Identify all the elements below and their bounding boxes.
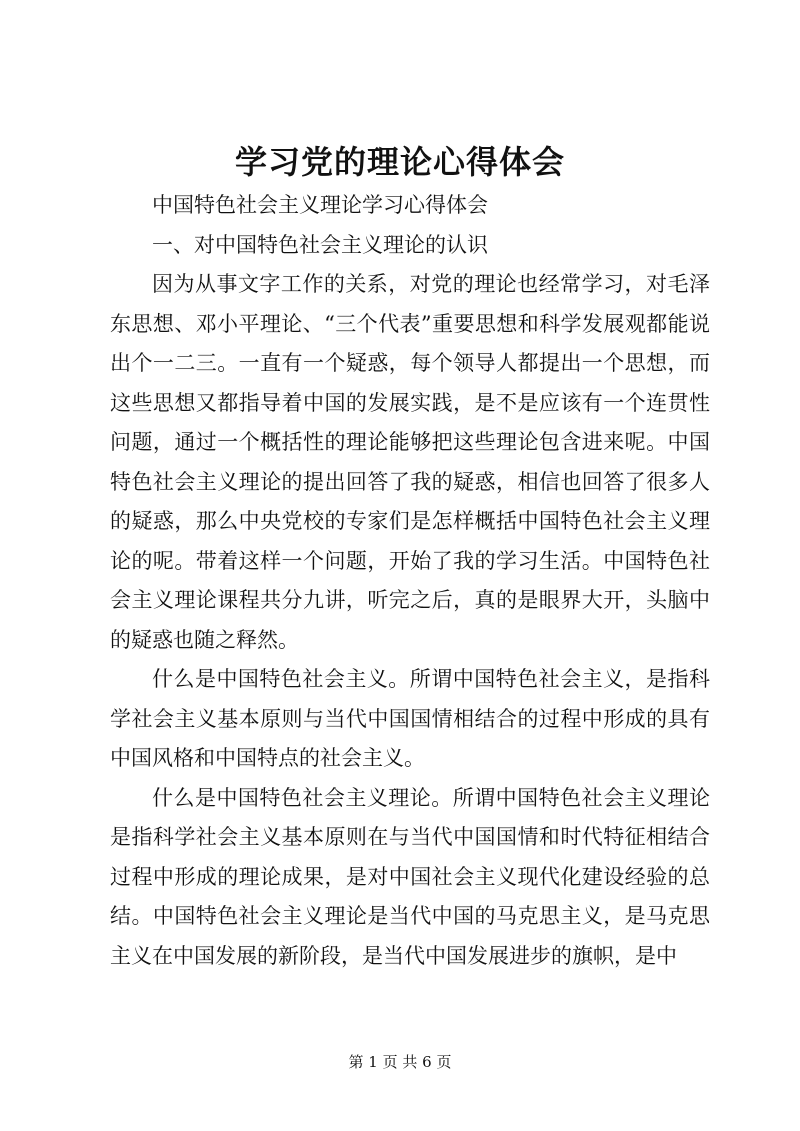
paragraph-body: 什么是中国特色社会主义理论。所谓中国特色社会主义理论是指科学社会主义基本原则在与当代中国国情和时代特征相结合过程中形成的理论成果，是对中国社会主义现代化建设经验的总结。中国特色社会主义理论是当代中国的马克思主义，是马克思主义在中国发展的新阶段，是当代中国发展进步的旗帜，是中	[110, 785, 710, 968]
paragraph-body: 因为从事文字工作的关系，对党的理论也经常学习，对毛泽东思想、邓小平理论、“三个代表”重要思想和科学发展观都能说出个一二三。一直有一个疑惑，每个领导人都提出一个思想，而这些思想又都指导着中国的发展实践，是不是应该有一个连贯性问题，通过一个概括性的理论能够把这些理论包含进来呢。中国特色社会主义理论的提出回答了我的疑惑，相信也回答了很多人的疑惑，那么中央党校的专家们是怎样概括中国特色社会主义理论的呢。带着这样一个问题，开始了我的学习生活。中国特色社会主义理论课程共分九讲，听完之后，真的是眼界大开，头脑中的疑惑也随之释然。	[110, 272, 710, 652]
document-body	[110, 186, 710, 976]
paragraph-subtitle: 中国特色社会主义理论学习心得体会	[152, 193, 488, 217]
page-footer: 第 1 页 共 6 页	[348, 1053, 452, 1071]
paragraph-section-heading: 一、对中国特色社会主义理论的认识	[152, 232, 488, 257]
paragraph-body: 什么是中国特色社会主义。所谓中国特色社会主义，是指科学社会主义基本原则与当代中国国情相结合的过程中形成的具有中国风格和中国特点的社会主义。	[110, 667, 710, 770]
document-title: 学习党的理论心得体会	[234, 143, 565, 181]
